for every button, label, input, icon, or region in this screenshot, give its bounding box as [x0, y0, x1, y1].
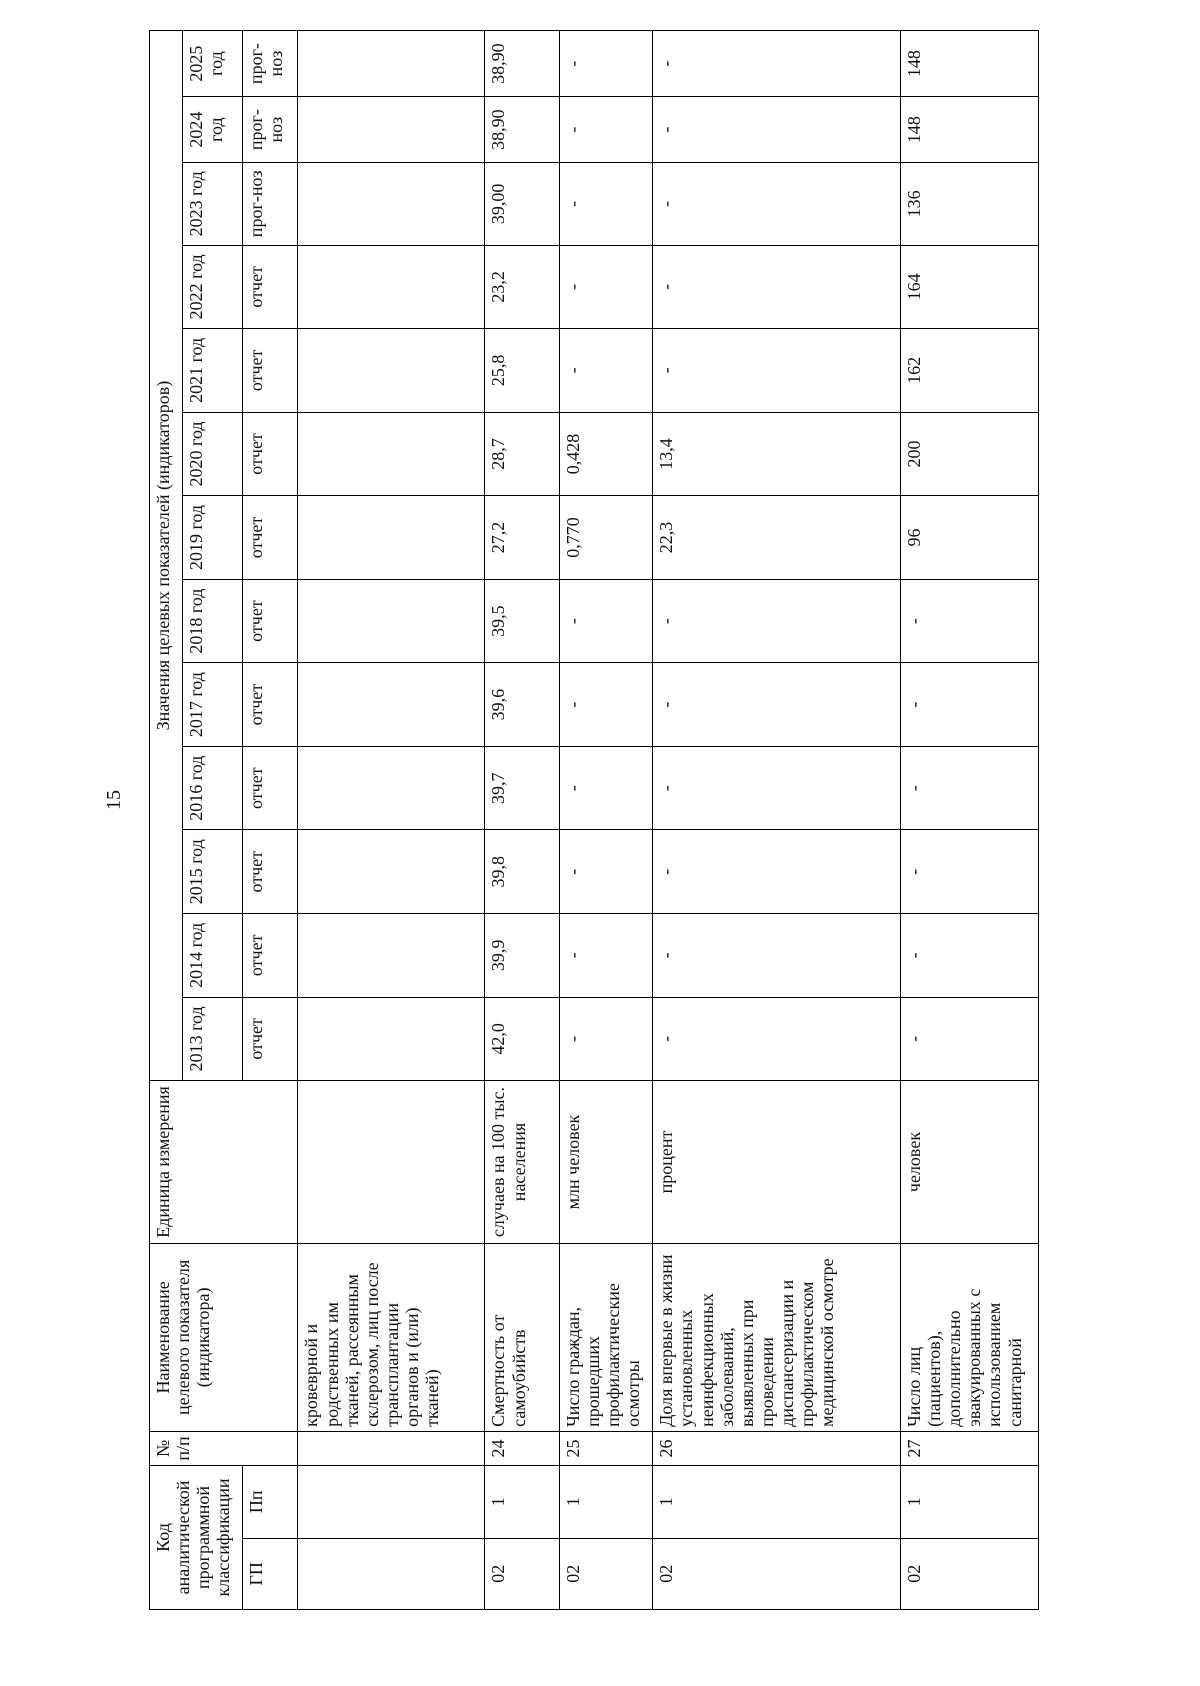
type-header: отчет [243, 579, 298, 663]
cell-value: 22,3 [653, 496, 901, 580]
cell-value: 162 [900, 329, 1038, 413]
table-row [298, 31, 485, 1610]
type-header: отчет [243, 412, 298, 496]
cell-value: 0,770 [559, 496, 653, 580]
cell-value: - [559, 914, 653, 998]
table-row [485, 31, 559, 1610]
cell-value: 23,2 [485, 245, 559, 329]
cell-value [298, 97, 485, 163]
cell-value: - [559, 579, 653, 663]
cell-value [298, 579, 485, 663]
cell-value [298, 830, 485, 914]
cell-value [298, 245, 485, 329]
cell-value: - [653, 163, 901, 245]
cell-value: 25,8 [485, 329, 559, 413]
year-header: 2013 год [182, 997, 243, 1081]
cell-pp [298, 1465, 485, 1538]
cell-value: 28,7 [485, 412, 559, 496]
year-header: 2022 год [182, 245, 243, 329]
cell-value: - [653, 329, 901, 413]
type-header: прог-ноз [243, 97, 298, 163]
cell-value [298, 496, 485, 580]
cell-value: - [900, 663, 1038, 747]
cell-value: 164 [900, 245, 1038, 329]
cell-unit: человек [900, 1081, 1038, 1244]
cell-value [298, 412, 485, 496]
cell-name: Число граждан, прошедших профилактические осмотры [559, 1243, 653, 1431]
cell-value: 39,8 [485, 830, 559, 914]
cell-gp: 02 [653, 1538, 901, 1609]
cell-value: - [559, 663, 653, 747]
cell-value: 39,5 [485, 579, 559, 663]
header-name: Наименование целевого показателя (индикатора) [150, 1243, 298, 1431]
cell-gp: 02 [485, 1538, 559, 1609]
cell-value: 136 [900, 163, 1038, 245]
cell-value: 39,9 [485, 914, 559, 998]
table-row [559, 31, 653, 1610]
cell-unit: случаев на 100 тыс. населения [485, 1081, 559, 1244]
header-gp: ГП [243, 1538, 298, 1609]
type-header: отчет [243, 746, 298, 830]
cell-value: - [900, 997, 1038, 1081]
header-code: Код аналитической программной классификации [150, 1465, 243, 1609]
cell-value: - [653, 997, 901, 1081]
cell-value: 148 [900, 97, 1038, 163]
cell-number [298, 1431, 485, 1465]
cell-value: 13,4 [653, 412, 901, 496]
cell-number: 24 [485, 1431, 559, 1465]
cell-number: 25 [559, 1431, 653, 1465]
type-header: прог-ноз [243, 163, 298, 245]
header-unit: Единица измерения [150, 1081, 298, 1244]
cell-value: - [559, 746, 653, 830]
table-row [653, 31, 901, 1610]
cell-number: 27 [900, 1431, 1038, 1465]
cell-name: Число лиц (пациентов), дополнительно эвакуированных с использованием санитарной [900, 1243, 1038, 1431]
year-header: 2016 год [182, 746, 243, 830]
year-header: 2018 год [182, 579, 243, 663]
type-header: отчет [243, 830, 298, 914]
cell-value: - [559, 31, 653, 97]
cell-value: - [559, 997, 653, 1081]
indicators-table [149, 30, 1039, 1610]
cell-value: - [653, 746, 901, 830]
cell-value: 96 [900, 496, 1038, 580]
cell-value [298, 163, 485, 245]
cell-name: Смертность от самоубийств [485, 1243, 559, 1431]
type-header: отчет [243, 914, 298, 998]
year-header: 2023 год [182, 163, 243, 245]
cell-value: 0,428 [559, 412, 653, 496]
cell-value: 148 [900, 31, 1038, 97]
cell-value: - [559, 97, 653, 163]
year-header: 2025 год [182, 31, 243, 97]
cell-unit [298, 1081, 485, 1244]
cell-value: - [653, 97, 901, 163]
cell-value: - [559, 163, 653, 245]
cell-unit: процент [653, 1081, 901, 1244]
type-header: отчет [243, 245, 298, 329]
cell-gp [298, 1538, 485, 1609]
type-header: отчет [243, 329, 298, 413]
year-header: 2019 год [182, 496, 243, 580]
cell-pp: 1 [653, 1465, 901, 1538]
cell-value: 39,7 [485, 746, 559, 830]
year-header: 2015 год [182, 830, 243, 914]
year-header: 2021 год [182, 329, 243, 413]
year-header: 2020 год [182, 412, 243, 496]
type-header: отчет [243, 997, 298, 1081]
year-header: 2024 год [182, 97, 243, 163]
cell-value: 38,90 [485, 31, 559, 97]
cell-name: кровеврной и родственных им тканей, рассеянным склерозом, лиц после трансплантации органов и (или) тканей) [298, 1243, 485, 1431]
cell-pp: 1 [900, 1465, 1038, 1538]
cell-value [298, 31, 485, 97]
cell-value: - [559, 329, 653, 413]
rotated-table-wrapper [149, 30, 1039, 1610]
cell-value: - [653, 245, 901, 329]
cell-value: - [900, 830, 1038, 914]
cell-pp: 1 [485, 1465, 559, 1538]
cell-value: - [653, 914, 901, 998]
year-header: 2014 год [182, 914, 243, 998]
cell-value: 27,2 [485, 496, 559, 580]
cell-value: - [900, 579, 1038, 663]
type-header: прог-ноз [243, 31, 298, 97]
cell-value: - [900, 914, 1038, 998]
cell-name: Доля впервые в жизни установленных неинфекционных заболеваний, выявленных при проведении диспансеризации и профилактическом медицинской осмотре [653, 1243, 901, 1431]
cell-value [298, 997, 485, 1081]
type-header: отчет [243, 663, 298, 747]
cell-value [298, 329, 485, 413]
cell-value: - [653, 663, 901, 747]
table-row [900, 31, 1038, 1610]
cell-gp: 02 [900, 1538, 1038, 1609]
cell-value: - [653, 579, 901, 663]
cell-pp: 1 [559, 1465, 653, 1538]
cell-value: - [653, 830, 901, 914]
cell-value: 39,6 [485, 663, 559, 747]
cell-value: - [900, 746, 1038, 830]
cell-value: 38,90 [485, 97, 559, 163]
header-pp: Пп [243, 1465, 298, 1538]
cell-value [298, 914, 485, 998]
header-number: № п/п [150, 1431, 298, 1465]
cell-value: 42,0 [485, 997, 559, 1081]
page-number: 15 [103, 790, 125, 810]
cell-value: - [559, 830, 653, 914]
cell-unit: млн человек [559, 1081, 653, 1244]
cell-value [298, 663, 485, 747]
cell-gp: 02 [559, 1538, 653, 1609]
cell-value: 39,00 [485, 163, 559, 245]
cell-value: - [653, 31, 901, 97]
year-header: 2017 год [182, 663, 243, 747]
type-header: отчет [243, 496, 298, 580]
cell-value: - [559, 245, 653, 329]
cell-value: 200 [900, 412, 1038, 496]
cell-number: 26 [653, 1431, 901, 1465]
header-values: Значения целевых показателей (индикаторов) [150, 31, 183, 1081]
cell-value [298, 746, 485, 830]
header-row-1 [150, 31, 183, 1610]
